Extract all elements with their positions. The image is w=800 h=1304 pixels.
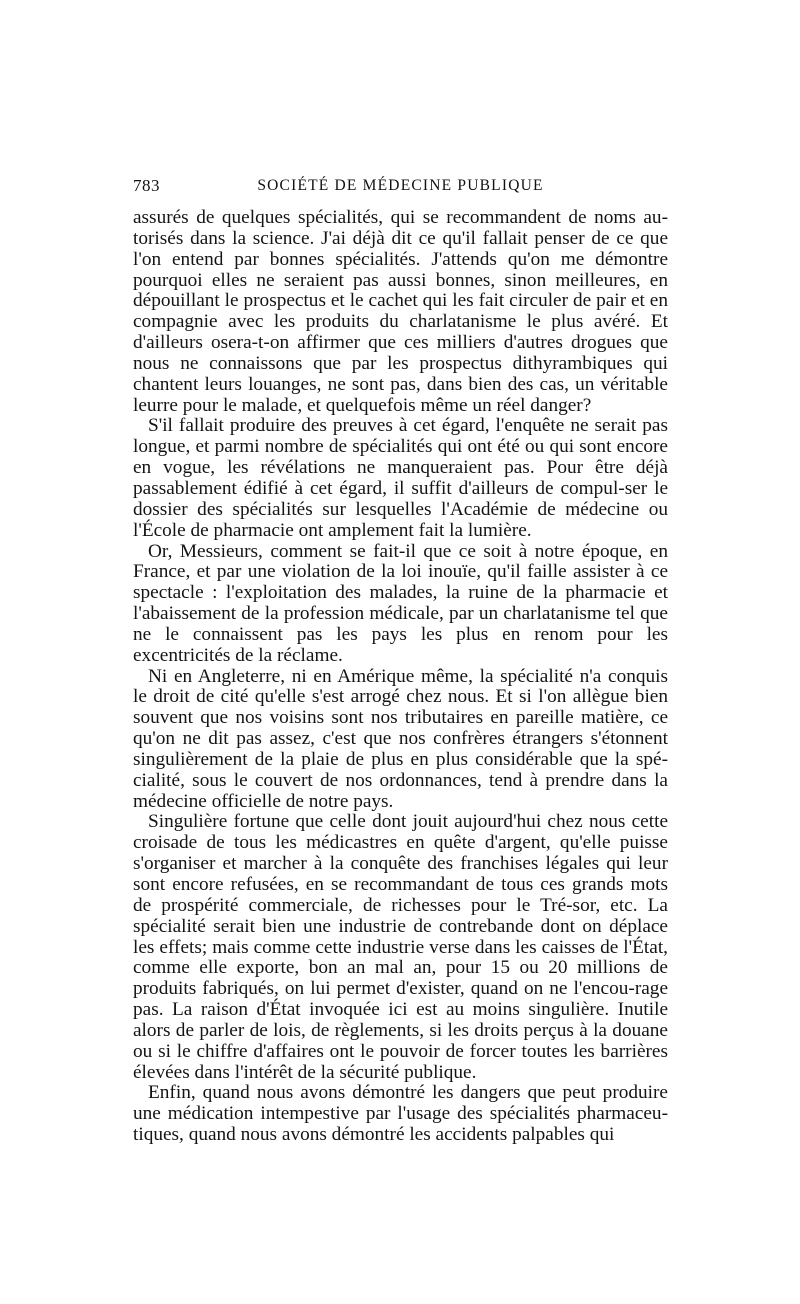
paragraph-4: Ni en Angleterre, ni en Amérique même, la spécialité n'a conquis le droit de cité qu'elle s'est arrogé chez nous. Et si l'on allègue bien souvent que nos voisins sont nos tributaires en pareille matière, ce qu'on ne dit pas assez, c'est que nos confrères étrangers s'étonnent singulièrement de la plaie de plus en plus considérable que la spé-cialité, sous le couvert de nos ordonnances, tend à prendre dans la médecine officielle de notre pays. [133, 665, 668, 812]
paragraph-3: Or, Messieurs, comment se fait-il que ce soit à notre époque, en France, et par une violation de la loi inouïe, qu'il faille assister à ce spectacle : l'exploitation des malades, la ruine de la pharmacie et l'abaissement de la profession médicale, par un charlatanisme tel que ne le connaissent pas les pays les plus en renom pour les excentricités de la réclame. [133, 540, 668, 666]
page-number: 783 [133, 176, 160, 195]
body-text [133, 208, 668, 1146]
page-header [133, 176, 668, 200]
paragraph-1: assurés de quelques spécialités, qui se recommandent de noms au-torisés dans la science. J'ai déjà dit ce qu'il fallait penser de ce que l'on entend par bonnes spécialités. J'attends qu'on me démontre pourquoi elles ne seraient pas aussi bonnes, sinon meilleures, en dépouillant le prospectus et le cachet qui les fait circuler de pair et en compagnie avec les produits du charlatanisme le plus avéré. Et d'ailleurs osera-t-on affirmer que ces milliers d'autres drogues que nous ne connaissons que par les prospectus dithyrambiques qui chantent leurs louanges, ne sont pas, dans bien des cas, un véritable leurre pour le malade, et quelquefois même un réel danger? [133, 207, 668, 416]
paragraph-2: S'il fallait produire des preuves à cet égard, l'enquête ne serait pas longue, et parmi nombre de spécialités qui ont été ou qui sont encore en vogue, les révélations ne manqueraient pas. Pour être déjà passablement édifié à cet égard, il suffit d'ailleurs de compul-ser le dossier des spécialités sur lesquelles l'Académie de médecine ou l'École de pharmacie ont amplement fait la lumière. [133, 415, 668, 541]
paragraph-5: Singulière fortune que celle dont jouit aujourd'hui chez nous cette croisade de tous les médicastres en quête d'argent, qu'elle puisse s'organiser et marcher à la conquête des franchises légales qui leur sont encore refusées, en se recommandant de tous ces grands mots de prospérité commerciale, de richesses pour le Tré-sor, etc. La spécialité serait bien une industrie de contrebande dont on déplace les effets; mais comme cette industrie verse dans les caisses de l'État, comme elle exporte, bon an mal an, pour 15 ou 20 millions de produits fabriqués, on lui permet d'exister, quand on ne l'encou-rage pas. La raison d'État invoquée ici est au moins singulière. Inutile alors de parler de lois, de règlements, si les droits perçus à la douane ou si le chiffre d'affaires ont le pouvoir de forcer toutes les barrières élevées dans l'intérêt de la sécurité publique. [133, 811, 668, 1083]
paragraph-6: Enfin, quand nous avons démontré les dangers que peut produire une médication intempestive par l'usage des spécialités pharmaceu-tiques, quand nous avons démontré les accidents palpables qui [133, 1082, 668, 1146]
running-title: SOCIÉTÉ DE MÉDECINE PUBLIQUE [257, 177, 544, 194]
